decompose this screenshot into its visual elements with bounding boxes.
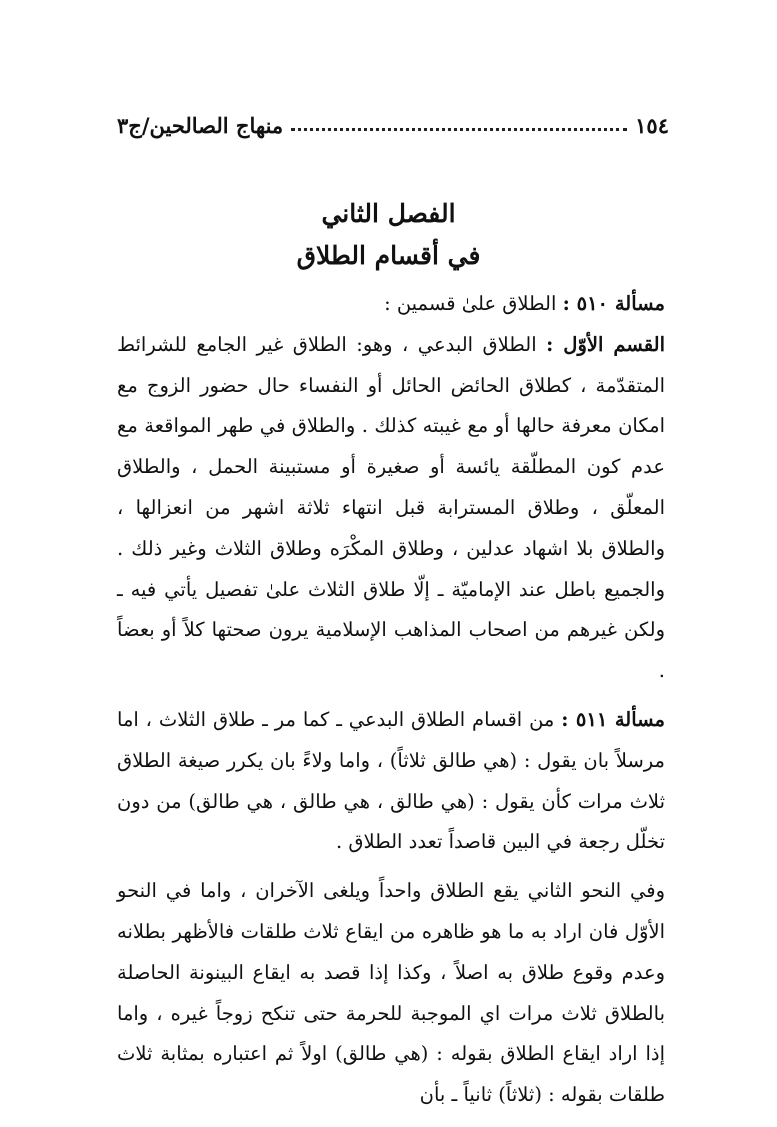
chapter-title: الفصل الثاني	[321, 199, 456, 228]
section-1-label: القسم الأوّل :	[546, 332, 665, 356]
masala-511-text: من اقسام الطلاق البدعي ـ كما مر ـ طلاق الثلاث ، اما مرسلاً بان يقول : (هي طالق ثلاثاً) ، واما ولاءً بان يكرر صيغة الطلاق ثلاث مرات كأن يقول : (هي طالق ، هي طالق ، هي طالق) من دون تخلّل رجعة في البين قاصداً تعدد الطلاق .	[117, 707, 665, 854]
masala-511-label: مسألة ٥١١ :	[561, 707, 665, 731]
masala-511-paragraph	[117, 700, 665, 863]
header-leader-dots	[291, 128, 627, 131]
running-title: منهاج الصالحين/ج٣	[117, 113, 284, 138]
section-1-paragraph	[117, 325, 665, 692]
masala-510-text: الطلاق علىٰ قسمين :	[384, 292, 563, 315]
page-header	[117, 104, 669, 138]
page-number: ١٥٤	[635, 113, 669, 138]
section-1-text: الطلاق البدعي ، وهو: الطلاق غير الجامع للشرائط المتقدّمة ، كطلاق الحائض الحائل أو النفساء حال حضور الزوج مع امكان معرفة حالها أو مع غيبته كذلك . والطلاق في طهر المواقعة مع عدم كون المطلّقة يائسة أو صغيرة أو مستبينة الحمل ، والطلاق المعلّق ، وطلاق المسترابة قبل انتهاء ثلاثة اشهر من انعزالها ، والطلاق بلا اشهاد عدلين ، وطلاق المكْرَه وطلاق الثلاث وغير ذلك . والجميع باطل عند الإماميّة ـ إلّا طلاق الثلاث علىٰ تفصيل يأتي فيه ـ ولكن غيرهم من اصحاب المذاهب الإسلامية يرون صحتها كلاً أو بعضاً .	[117, 332, 665, 683]
chapter-subtitle: في أقسام الطلاق	[296, 241, 481, 270]
final-paragraph-text: وفي النحو الثاني يقع الطلاق واحداً ويلغى الآخران ، واما في النحو الأوّل فان اراد به ما هو ظاهره من ايقاع ثلاث طلقات فالأظهر بطلانه وعدم وقوع طلاق به اصلاً ، وكذا إذا قصد به ايقاع البينونة الحاصلة بالطلاق ثلاث مرات اي الموجبة للحرمة حتى تنكح زوجاً غيره ، واما إذا اراد ايقاع الطلاق بقوله : (هي طالق) اولاً ثم اعتباره بمثابة ثلاث طلقات بقوله : (ثلاثاً) ثانياً ـ بأن	[117, 879, 665, 1107]
masala-510-paragraph	[117, 284, 665, 325]
body-text	[117, 284, 665, 1116]
masala-510-label: مسألة ٥١٠ :	[562, 292, 665, 315]
final-paragraph	[117, 871, 665, 1116]
